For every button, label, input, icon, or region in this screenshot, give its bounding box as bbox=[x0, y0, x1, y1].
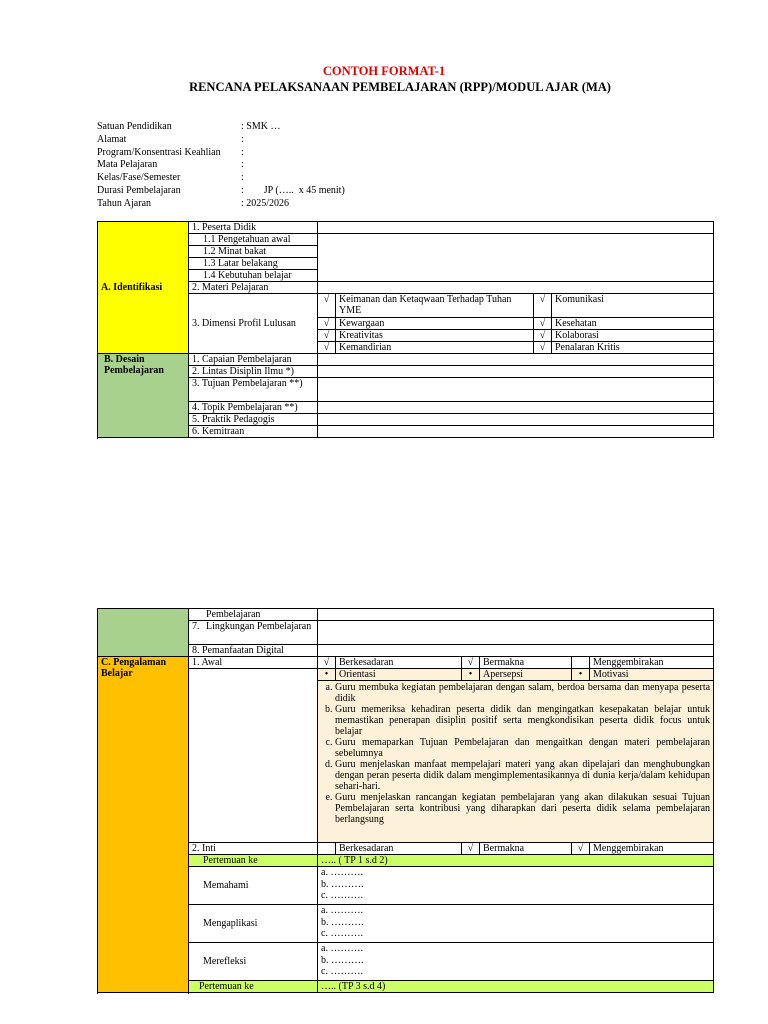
desain-item: 3. Tujuan Pembelajaran **) bbox=[189, 378, 318, 402]
bullet-item: Orientasi bbox=[336, 669, 462, 681]
list-item: e. Guru menjelaskan rancangan kegiatan pembelajaran yang akan dilakukan sesuai Tujuan Pembelajaran serta kontribusi yang diharapkan dari peserta didik selama pembelajaran berlangsung bbox=[335, 792, 710, 825]
check-mark: √ bbox=[318, 318, 336, 330]
empty-cell bbox=[318, 222, 714, 234]
empty-cell bbox=[318, 426, 714, 438]
check-mark: √ bbox=[318, 342, 336, 354]
pertemuan-label: Pertemuan ke bbox=[189, 981, 318, 993]
item-label: Lingkungan Pembelajaran bbox=[206, 621, 312, 632]
awal-label: 1. Awal bbox=[189, 657, 318, 669]
check-mark: √ bbox=[534, 330, 552, 342]
awal-activity-list bbox=[318, 681, 714, 843]
empty-cell bbox=[318, 354, 714, 366]
info-value: : 2025/2026 bbox=[241, 197, 290, 209]
check-mark: √ bbox=[318, 330, 336, 342]
info-value: : SMK … bbox=[241, 121, 281, 132]
list-item: c. ………. bbox=[321, 928, 363, 939]
bullet: • bbox=[572, 669, 590, 681]
info-label: Alamat bbox=[97, 133, 127, 145]
info-label: Program/Konsentrasi Keahlian bbox=[97, 146, 221, 158]
identity-block bbox=[97, 121, 345, 211]
list-item: c. ………. bbox=[321, 966, 363, 977]
dimensi-item: Komunikasi bbox=[552, 294, 714, 318]
check-mark: √ bbox=[462, 843, 480, 855]
list-item: a. ………. bbox=[321, 867, 363, 878]
step-label: Memahami bbox=[189, 867, 318, 905]
info-value: : bbox=[241, 133, 244, 145]
check-mark: √ bbox=[462, 657, 480, 669]
inti-label: 2. Inti bbox=[189, 843, 318, 855]
info-row bbox=[97, 134, 345, 147]
item-number: 7. bbox=[192, 621, 200, 632]
list-item: a. ………. bbox=[321, 943, 363, 954]
bullet-item: Apersepsi bbox=[480, 669, 572, 681]
info-row bbox=[97, 121, 345, 134]
empty-cell bbox=[318, 645, 714, 657]
section-desain-continued bbox=[98, 609, 189, 657]
desain-item: 6. Kemitraan bbox=[189, 426, 318, 438]
info-label: Durasi Pembelajaran bbox=[97, 184, 181, 196]
info-row bbox=[97, 147, 345, 160]
empty-cell bbox=[318, 609, 714, 621]
list-item: b. ………. bbox=[321, 954, 364, 966]
bullet: • bbox=[462, 669, 480, 681]
info-row bbox=[97, 159, 345, 172]
format-title: CONTOH FORMAT-1 bbox=[322, 64, 446, 78]
desain-item: 2. Lintas Disiplin Ilmu *) bbox=[189, 366, 318, 378]
list-item: a. Guru membuka kegiatan pembelajaran dengan salam, berdoa bersama dan menyapa peserta didik bbox=[335, 682, 710, 704]
experience-table bbox=[97, 608, 714, 993]
list-item: b. Guru memeriksa kehadiran peserta didik dan mengingatkan kesepakatan belajar untuk memastikan penerapan disiplin positif serta mengkondisikan peserta didik focus untuk belajar bbox=[335, 704, 710, 737]
empty-cell bbox=[318, 621, 714, 645]
empty-check bbox=[572, 657, 590, 669]
pertemuan-value: ….. (TP 3 s.d 4) bbox=[318, 981, 714, 993]
info-value: : bbox=[241, 159, 244, 171]
step-items bbox=[318, 867, 714, 905]
principle-item: Berkesadaran bbox=[336, 657, 462, 669]
info-label: Mata Pelajaran bbox=[97, 159, 158, 171]
list-item: b. ………. bbox=[321, 878, 364, 890]
empty-cell bbox=[318, 378, 714, 402]
materi-label: 2. Materi Pelajaran bbox=[189, 282, 318, 294]
pertemuan-label: Pertemuan ke bbox=[189, 855, 318, 867]
document-title: RENCANA PELAKSANAAN PEMBELAJARAN (RPP)/MODUL AJAR (MA) bbox=[189, 80, 611, 94]
info-label: Satuan Pendidikan bbox=[97, 121, 172, 132]
list-item: c. Guru memaparkan Tujuan Pembelajaran dan mengaitkan dengan materi pembelajaran sebelumnya bbox=[335, 737, 710, 759]
sub-item: 1.3 Latar belakang bbox=[189, 258, 318, 270]
empty-cell bbox=[318, 234, 714, 282]
desain-item: Pembelajaran bbox=[189, 609, 318, 621]
info-value: : bbox=[241, 146, 244, 158]
info-label: Tahun Ajaran bbox=[97, 197, 152, 209]
sub-item: 1.4 Kebutuhan belajar bbox=[189, 270, 318, 282]
check-mark: √ bbox=[534, 294, 552, 318]
empty-cell bbox=[318, 366, 714, 378]
desain-item bbox=[189, 621, 318, 645]
dimensi-item: Keimanan dan Ketaqwaan Terhadap Tuhan YME bbox=[336, 294, 534, 318]
dimensi-item: Kesehatan bbox=[552, 318, 714, 330]
peserta-didik-label: 1. Peserta Didik bbox=[189, 222, 318, 234]
principle-item: Bermakna bbox=[480, 657, 572, 669]
check-mark: √ bbox=[534, 342, 552, 354]
dimensi-item: Penalaran Kritis bbox=[552, 342, 714, 354]
dimensi-label: 3. Dimensi Profil Lulusan bbox=[189, 294, 318, 354]
section-desain: B. Desain Pembelajaran bbox=[98, 354, 189, 438]
list-item: d. Guru menjelaskan manfaat mempelajari materi yang akan dipelajari dan menghubungkan dengan peran peserta didik dalam mengimplementasikannya di dunia kerja/dalam kehidupan sehari-hari. bbox=[335, 759, 710, 792]
empty-cell bbox=[189, 669, 318, 843]
section-pengalaman: C. Pengalaman Belajar bbox=[98, 657, 189, 993]
dimensi-item: Kemandirian bbox=[336, 342, 534, 354]
list-item: b. ………. bbox=[321, 916, 364, 928]
info-row bbox=[97, 172, 345, 185]
step-items bbox=[318, 905, 714, 943]
principle-item: Menggembirakan bbox=[590, 843, 714, 855]
bullet-item: Motivasi bbox=[590, 669, 714, 681]
dimensi-item: Kolaborasi bbox=[552, 330, 714, 342]
step-label: Mengaplikasi bbox=[189, 905, 318, 943]
empty-check bbox=[318, 843, 336, 855]
empty-cell bbox=[318, 282, 714, 294]
desain-item: 4. Topik Pembelajaran **) bbox=[189, 402, 318, 414]
principle-item: Menggembirakan bbox=[590, 657, 714, 669]
dimensi-item: Kreativitas bbox=[336, 330, 534, 342]
empty-cell bbox=[318, 414, 714, 426]
desain-item: 8. Pemanfaatan Digital bbox=[189, 645, 318, 657]
step-items bbox=[318, 943, 714, 981]
sub-item: 1.2 Minat bakat bbox=[189, 246, 318, 258]
section-identifikasi: A. Identifikasi bbox=[98, 222, 189, 354]
principle-item: Bermakna bbox=[480, 843, 572, 855]
check-mark: √ bbox=[572, 843, 590, 855]
dimensi-item: Kewargaan bbox=[336, 318, 534, 330]
list-item: c. ………. bbox=[321, 890, 363, 901]
principle-item: Berkesadaran bbox=[336, 843, 462, 855]
check-mark: √ bbox=[534, 318, 552, 330]
info-value: : bbox=[241, 172, 244, 184]
identification-table bbox=[97, 221, 714, 438]
info-row bbox=[97, 185, 345, 198]
pertemuan-value: ….. ( TP 1 s.d 2) bbox=[318, 855, 714, 867]
sub-item: 1.1 Pengetahuan awal bbox=[189, 234, 318, 246]
info-label: Kelas/Fase/Semester bbox=[97, 172, 181, 184]
check-mark: √ bbox=[318, 294, 336, 318]
check-mark: √ bbox=[318, 657, 336, 669]
desain-item: 5. Praktik Pedagogis bbox=[189, 414, 318, 426]
list-item: a. ………. bbox=[321, 905, 363, 916]
info-value: : JP (….. x 45 menit) bbox=[241, 184, 345, 196]
desain-item: 1. Capaian Pembelajaran bbox=[189, 354, 318, 366]
step-label: Merefleksi bbox=[189, 943, 318, 981]
bullet: • bbox=[318, 669, 336, 681]
empty-cell bbox=[318, 402, 714, 414]
info-row bbox=[97, 198, 345, 211]
